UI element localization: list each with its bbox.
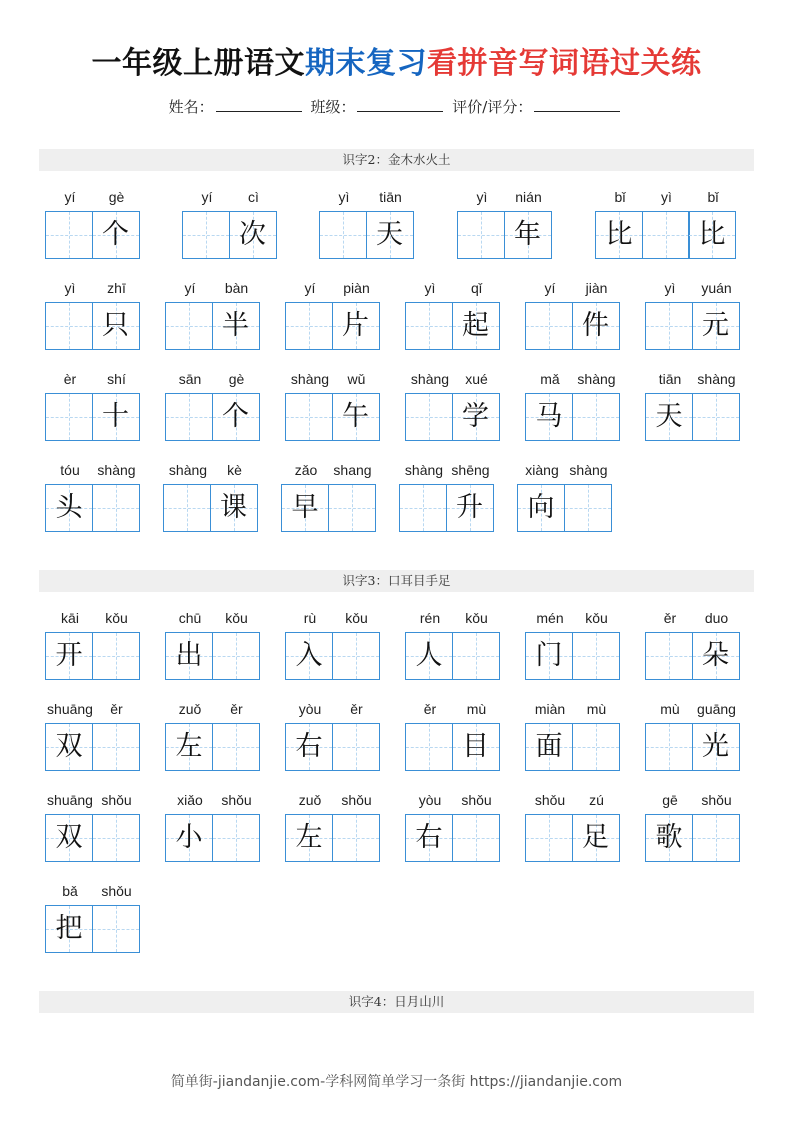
blank-writing-cell[interactable] [165, 302, 213, 350]
hanzi-character: 片 [342, 310, 369, 341]
pinyin-syllable: qǐ [471, 280, 482, 296]
tianzige-grid [405, 632, 498, 680]
pinyin-syllable: mù [586, 701, 607, 717]
tianzige-grid [645, 393, 738, 441]
given-character-cell [92, 211, 140, 259]
tianzige-grid [525, 814, 618, 862]
blank-writing-cell[interactable] [572, 723, 620, 771]
name-blank[interactable] [216, 97, 302, 112]
pinyin-syllable: shǒu [341, 792, 372, 808]
hanzi-character: 头 [55, 492, 83, 523]
blank-writing-cell[interactable] [212, 632, 260, 680]
pinyin-syllable: bàn [224, 280, 249, 296]
pinyin-syllable: yì [338, 189, 350, 205]
pinyin-syllable: rén [419, 610, 441, 626]
hanzi-character: 课 [220, 492, 247, 523]
blank-writing-cell[interactable] [45, 211, 93, 259]
tianzige-grid [405, 814, 498, 862]
hanzi-character: 向 [527, 492, 555, 523]
blank-writing-cell[interactable] [212, 814, 260, 862]
pinyin-syllable: mǎ [540, 371, 560, 387]
hanzi-character: 面 [535, 731, 563, 762]
given-character-cell [525, 393, 573, 441]
pinyin-syllable: shàng [569, 462, 608, 478]
pinyin-syllable: gè [108, 189, 125, 205]
tianzige-grid [165, 723, 258, 771]
hanzi-character: 年 [514, 219, 541, 250]
pinyin-syllable: ěr [350, 701, 363, 717]
given-character-cell [229, 211, 277, 259]
pinyin-syllable: kǒu [345, 610, 368, 626]
title-part-3: 看拼音写词语过关练 [427, 46, 702, 81]
blank-writing-cell[interactable] [92, 905, 140, 953]
pinyin-syllable: shàng [697, 371, 736, 387]
given-character-cell [452, 723, 500, 771]
tianzige-grid [165, 814, 258, 862]
title-part-1: 一年级上册语文 [91, 46, 305, 81]
hanzi-character: 只 [102, 310, 129, 341]
hanzi-character: 比 [698, 219, 726, 250]
given-character-cell [212, 302, 260, 350]
hanzi-character: 开 [55, 640, 83, 671]
given-character-cell [92, 393, 140, 441]
tianzige-grid [165, 632, 258, 680]
blank-writing-cell[interactable] [319, 211, 367, 259]
pinyin-syllable: yì [476, 189, 488, 205]
pinyin-syllable: èr [63, 371, 77, 387]
pinyin-syllable: shàng [290, 371, 330, 387]
given-character-cell [45, 484, 93, 532]
pinyin-syllable: shuāng [47, 792, 93, 808]
tianzige-grid [285, 814, 378, 862]
tianzige-grid [645, 723, 738, 771]
hanzi-character: 人 [415, 640, 443, 671]
pinyin-syllable: tiān [658, 371, 682, 387]
tianzige-grid [525, 632, 618, 680]
hanzi-character: 足 [582, 822, 609, 853]
tianzige-grid [645, 814, 738, 862]
tianzige-grid [281, 484, 374, 532]
pinyin-syllable: tiān [379, 189, 402, 205]
pinyin-syllable: shǒu [101, 883, 132, 899]
pinyin-syllable: ěr [663, 610, 677, 626]
hanzi-character: 出 [175, 640, 203, 671]
blank-writing-cell[interactable] [182, 211, 230, 259]
given-character-cell [92, 302, 140, 350]
given-character-cell [45, 814, 93, 862]
blank-writing-cell[interactable] [332, 814, 380, 862]
pinyin-syllable: shǒu [701, 792, 732, 808]
tianzige-grid [45, 393, 138, 441]
pinyin-syllable: gē [662, 792, 678, 808]
hanzi-character: 把 [55, 913, 83, 944]
blank-writing-cell[interactable] [332, 632, 380, 680]
pinyin-syllable: zhī [107, 280, 126, 296]
hanzi-character: 学 [462, 401, 489, 432]
pinyin-syllable: yòu [298, 701, 322, 717]
pinyin-syllable: yí [544, 280, 556, 296]
given-character-cell [517, 484, 565, 532]
given-character-cell [645, 393, 693, 441]
given-character-cell [452, 302, 500, 350]
section-heading: 识字2：金木水火土 [39, 149, 754, 171]
blank-writing-cell[interactable] [572, 393, 620, 441]
blank-writing-cell[interactable] [92, 814, 140, 862]
given-character-cell [165, 723, 213, 771]
tianzige-grid [163, 484, 256, 532]
blank-writing-cell[interactable] [692, 814, 740, 862]
blank-writing-cell[interactable] [452, 814, 500, 862]
blank-writing-cell[interactable] [457, 211, 505, 259]
pinyin-syllable: shàng [404, 462, 444, 478]
blank-writing-cell[interactable] [92, 723, 140, 771]
tianzige-grid [45, 814, 138, 862]
tianzige-grid [285, 632, 378, 680]
pinyin-syllable: shǒu [461, 792, 492, 808]
tianzige-grid [645, 632, 738, 680]
pinyin-syllable: bǎ [62, 883, 78, 899]
hanzi-character: 右 [415, 822, 443, 853]
tianzige-grid [525, 393, 618, 441]
hanzi-character: 歌 [655, 822, 683, 853]
given-character-cell [285, 814, 333, 862]
tianzige-grid [399, 484, 492, 532]
pinyin-syllable: kāi [61, 610, 79, 626]
blank-writing-cell[interactable] [212, 723, 260, 771]
hanzi-character: 天 [376, 219, 403, 250]
pinyin-syllable: xué [465, 371, 488, 387]
pinyin-syllable: shǒu [534, 792, 566, 808]
class-blank[interactable] [357, 97, 443, 112]
pinyin-syllable: shēng [451, 462, 490, 478]
pinyin-syllable: yí [201, 189, 213, 205]
pinyin-syllable: cì [248, 189, 259, 205]
pinyin-syllable: sān [178, 371, 202, 387]
hanzi-character: 右 [295, 731, 323, 762]
pinyin-syllable: ěr [230, 701, 243, 717]
pinyin-syllable: kǒu [225, 610, 248, 626]
blank-writing-cell[interactable] [642, 211, 690, 259]
pinyin-syllable: yì [661, 189, 672, 205]
tianzige-grid [285, 723, 378, 771]
blank-writing-cell[interactable] [92, 632, 140, 680]
hanzi-character: 光 [702, 731, 729, 762]
pinyin-syllable: yuán [701, 280, 732, 296]
given-character-cell [595, 211, 643, 259]
given-character-cell [212, 393, 260, 441]
blank-writing-cell[interactable] [285, 302, 333, 350]
pinyin-syllable: shuāng [47, 701, 93, 717]
pinyin-syllable: yí [184, 280, 196, 296]
blank-writing-cell[interactable] [564, 484, 612, 532]
given-character-cell [165, 814, 213, 862]
given-character-cell [210, 484, 258, 532]
tianzige-grid [319, 211, 412, 259]
section-heading: 识字3：口耳目手足 [39, 570, 754, 592]
pinyin-syllable: mén [536, 610, 564, 626]
hanzi-character: 门 [535, 640, 563, 671]
pinyin-syllable: yì [424, 280, 436, 296]
given-character-cell [285, 632, 333, 680]
tianzige-grid [405, 302, 498, 350]
blank-writing-cell[interactable] [45, 393, 93, 441]
hanzi-character: 半 [222, 310, 249, 341]
blank-writing-cell[interactable] [405, 393, 453, 441]
given-character-cell [688, 211, 736, 259]
hanzi-character: 目 [462, 731, 489, 762]
tianzige-grid [285, 393, 378, 441]
blank-writing-cell[interactable] [645, 302, 693, 350]
given-character-cell [165, 632, 213, 680]
pinyin-syllable: zuǒ [298, 792, 322, 808]
pinyin-syllable: mù [660, 701, 680, 717]
blank-writing-cell[interactable] [405, 302, 453, 350]
pinyin-syllable: bǐ [707, 189, 719, 205]
blank-writing-cell[interactable] [328, 484, 376, 532]
page-title [0, 38, 793, 82]
pinyin-syllable: yì [64, 280, 76, 296]
blank-writing-cell[interactable] [165, 393, 213, 441]
pinyin-syllable: shàng [97, 462, 136, 478]
pinyin-syllable: shàng [410, 371, 450, 387]
pinyin-syllable: shǒu [101, 792, 132, 808]
hanzi-character: 比 [605, 219, 633, 250]
pinyin-syllable: shǒu [221, 792, 252, 808]
footer-watermark: 简单街-jiandanjie.com-学科网简单学习一条街 https://jiandanjie.com [170, 1074, 623, 1090]
hanzi-character: 早 [291, 492, 319, 523]
hanzi-character: 元 [702, 310, 729, 341]
hanzi-character: 十 [102, 401, 129, 432]
tianzige-grid [45, 905, 138, 953]
score-label: 评价/评分： [452, 98, 533, 116]
pinyin-syllable: miàn [534, 701, 566, 717]
name-label: 姓名： [168, 98, 214, 116]
blank-writing-cell[interactable] [405, 723, 453, 771]
given-character-cell [281, 484, 329, 532]
given-character-cell [405, 632, 453, 680]
section-heading: 识字4：日月山川 [39, 991, 754, 1013]
tianzige-grid [182, 211, 275, 259]
tianzige-grid [525, 302, 618, 350]
blank-writing-cell[interactable] [525, 302, 573, 350]
hanzi-character: 左 [295, 822, 323, 853]
given-character-cell [332, 393, 380, 441]
pinyin-syllable: yí [304, 280, 316, 296]
hanzi-character: 入 [295, 640, 323, 671]
pinyin-syllable: wǔ [347, 371, 366, 387]
pinyin-syllable: yí [64, 189, 76, 205]
pinyin-syllable: xiǎo [177, 792, 203, 808]
pinyin-syllable: zuǒ [178, 701, 202, 717]
tianzige-grid [45, 211, 138, 259]
blank-writing-cell[interactable] [645, 632, 693, 680]
pinyin-syllable: kè [227, 462, 242, 478]
hanzi-character: 小 [175, 822, 203, 853]
score-blank[interactable] [534, 97, 620, 112]
tianzige-grid [165, 393, 258, 441]
pinyin-syllable: ěr [423, 701, 437, 717]
given-character-cell [504, 211, 552, 259]
tianzige-grid [457, 211, 550, 259]
tianzige-grid [45, 632, 138, 680]
pinyin-syllable: mù [466, 701, 487, 717]
given-character-cell [692, 302, 740, 350]
tianzige-grid [525, 723, 618, 771]
blank-writing-cell[interactable] [692, 393, 740, 441]
hanzi-character: 次 [239, 219, 266, 250]
pinyin-syllable: ěr [110, 701, 123, 717]
given-character-cell [366, 211, 414, 259]
pinyin-syllable: shí [107, 371, 126, 387]
tianzige-grid [45, 484, 138, 532]
tianzige-grid [285, 302, 378, 350]
given-character-cell [446, 484, 494, 532]
hanzi-character: 马 [535, 401, 563, 432]
pinyin-syllable: duo [704, 610, 729, 626]
blank-writing-cell[interactable] [452, 632, 500, 680]
tianzige-grid [165, 302, 258, 350]
pinyin-syllable: shàng [168, 462, 208, 478]
tianzige-grid [595, 211, 735, 259]
pinyin-syllable: yì [664, 280, 676, 296]
given-character-cell [692, 632, 740, 680]
given-character-cell [285, 723, 333, 771]
blank-writing-cell[interactable] [285, 393, 333, 441]
pinyin-syllable: jiàn [585, 280, 608, 296]
pinyin-syllable: rù [303, 610, 317, 626]
pinyin-syllable: shàng [577, 371, 616, 387]
hanzi-character: 左 [175, 731, 203, 762]
pinyin-syllable: chū [178, 610, 202, 626]
given-character-cell [692, 723, 740, 771]
pinyin-syllable: shang [333, 462, 372, 478]
given-character-cell [332, 302, 380, 350]
given-character-cell [572, 814, 620, 862]
given-character-cell [45, 723, 93, 771]
tianzige-grid [517, 484, 610, 532]
student-info-line [0, 96, 793, 117]
pinyin-syllable: guāng [697, 701, 736, 717]
pinyin-syllable: kǒu [465, 610, 488, 626]
pinyin-syllable: nián [515, 189, 542, 205]
blank-writing-cell[interactable] [45, 302, 93, 350]
tianzige-grid [405, 723, 498, 771]
hanzi-character: 天 [655, 401, 683, 432]
pinyin-syllable: gè [228, 371, 245, 387]
hanzi-character: 升 [456, 492, 483, 523]
tianzige-grid [405, 393, 498, 441]
blank-writing-cell[interactable] [572, 632, 620, 680]
blank-writing-cell[interactable] [163, 484, 211, 532]
hanzi-character: 件 [582, 310, 609, 341]
pinyin-syllable: xiàng [525, 462, 559, 478]
hanzi-character: 午 [342, 401, 369, 432]
hanzi-character: 朵 [702, 640, 729, 671]
hanzi-character: 双 [55, 731, 83, 762]
blank-writing-cell[interactable] [399, 484, 447, 532]
hanzi-character: 双 [55, 822, 83, 853]
blank-writing-cell[interactable] [92, 484, 140, 532]
tianzige-grid [645, 302, 738, 350]
hanzi-character: 起 [462, 310, 489, 341]
given-character-cell [405, 814, 453, 862]
tianzige-grid [45, 302, 138, 350]
pinyin-syllable: zǎo [294, 462, 318, 478]
given-character-cell [645, 814, 693, 862]
pinyin-syllable: piàn [343, 280, 370, 296]
blank-writing-cell[interactable] [525, 814, 573, 862]
pinyin-syllable: kǒu [105, 610, 128, 626]
class-label: 班级： [310, 98, 356, 116]
pinyin-syllable: zú [589, 792, 604, 808]
given-character-cell [45, 905, 93, 953]
given-character-cell [452, 393, 500, 441]
pinyin-syllable: yòu [418, 792, 442, 808]
hanzi-character: 个 [102, 219, 129, 250]
pinyin-syllable: kǒu [585, 610, 608, 626]
given-character-cell [525, 723, 573, 771]
hanzi-character: 个 [222, 401, 249, 432]
pinyin-syllable: tóu [60, 462, 80, 478]
title-part-2: 期末复习 [305, 46, 427, 81]
pinyin-syllable: bǐ [614, 189, 626, 205]
given-character-cell [45, 632, 93, 680]
given-character-cell [572, 302, 620, 350]
tianzige-grid [45, 723, 138, 771]
blank-writing-cell[interactable] [645, 723, 693, 771]
given-character-cell [525, 632, 573, 680]
blank-writing-cell[interactable] [332, 723, 380, 771]
